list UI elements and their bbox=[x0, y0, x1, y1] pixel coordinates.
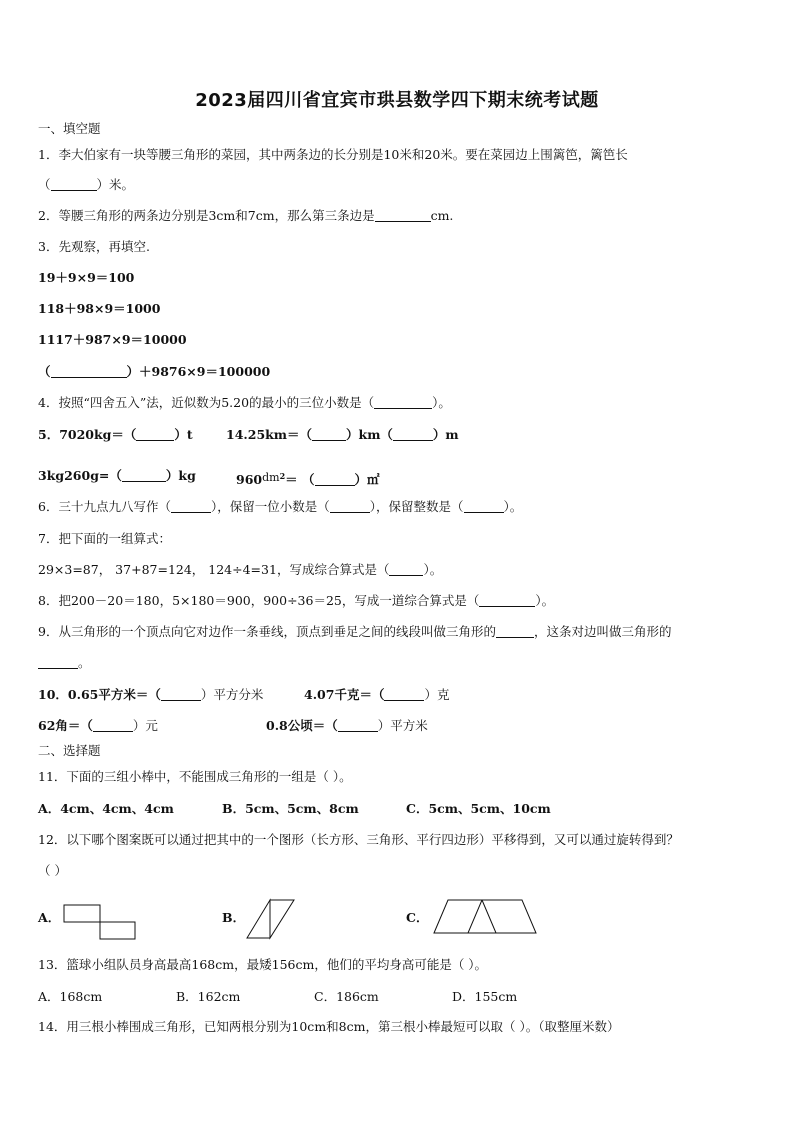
q5-part-a bbox=[38, 426, 193, 444]
q3-paren-open: （ bbox=[38, 364, 51, 379]
q4-text: 4．按照“四舍五入”法，近似数为5.20的最小的三位小数是（ bbox=[38, 395, 375, 410]
question-9 bbox=[38, 623, 671, 641]
question-13: 13．篮球小组队员身高最高168cm，最矮156cm，他们的平均身高可能是（ ）。 bbox=[38, 957, 488, 972]
q10c-unit: ）元 bbox=[132, 718, 158, 733]
q5c-answer-blank[interactable] bbox=[122, 469, 166, 482]
question-1-line-2 bbox=[38, 176, 134, 194]
q6-answer-blank-2[interactable] bbox=[330, 500, 370, 513]
q6-mid-2: ），保留整数是（ bbox=[369, 499, 464, 514]
q13-option-d[interactable]: D．155cm bbox=[452, 989, 518, 1004]
q10c-answer-blank[interactable] bbox=[93, 719, 133, 732]
q10b-text: 4.07千克＝（ bbox=[304, 687, 385, 702]
question-8 bbox=[38, 592, 554, 610]
q9-answer-blank-2[interactable] bbox=[38, 656, 78, 669]
q5c-text: 3kg260g=（ bbox=[38, 468, 122, 483]
q11-option-b[interactable]: B．5cm、5cm、8cm bbox=[222, 801, 359, 816]
question-1-line-1: 1．李大伯家有一块等腰三角形的菜园，其中两条边的长分别是10米和20米。要在菜园边上围篱笆，篱笆长 bbox=[38, 147, 628, 162]
q12-option-b-label[interactable]: B． bbox=[222, 910, 246, 925]
question-3: 3．先观察，再填空. bbox=[38, 239, 150, 254]
q5a-unit: ）t bbox=[174, 427, 193, 442]
q10a-text: 10．0.65平方米＝（ bbox=[38, 687, 161, 702]
q4-answer-blank[interactable] bbox=[374, 396, 432, 409]
q7-paren-close: ）。 bbox=[423, 562, 443, 577]
q8-answer-blank[interactable] bbox=[479, 594, 535, 607]
q6-paren-close: ）。 bbox=[503, 499, 523, 514]
q9-answer-blank-1[interactable] bbox=[496, 625, 534, 638]
q7-answer-blank[interactable] bbox=[389, 563, 423, 576]
question-7: 7．把下面的一组算式： bbox=[38, 531, 171, 546]
q5b-mid: ）km（ bbox=[346, 427, 393, 442]
q12-option-c-figure bbox=[430, 897, 542, 937]
q5-part-c bbox=[38, 467, 196, 485]
q12-option-b-figure bbox=[244, 897, 300, 941]
q9-text-2: ，这条对边叫做三角形的 bbox=[533, 624, 672, 639]
q5b-unit: ）m bbox=[432, 427, 459, 442]
q5d-unit: dm bbox=[262, 471, 280, 485]
q12-paren: （ ） bbox=[38, 863, 67, 878]
q12-option-a-figure bbox=[62, 902, 138, 942]
q12-option-a-label[interactable]: A． bbox=[38, 910, 61, 925]
q6-text: 6．三十九点九八写作（ bbox=[38, 499, 171, 514]
question-4 bbox=[38, 394, 451, 412]
q9-text: 9．从三角形的一个顶点向它对边作一条垂线，顶点到垂足之间的线段叫做三角形的 bbox=[38, 624, 496, 639]
q5c-unit: ）kg bbox=[165, 468, 196, 483]
q10b-answer-blank[interactable] bbox=[384, 688, 424, 701]
q10d-unit: ）平方米 bbox=[377, 718, 428, 733]
q8-text: 8．把200－20＝180，5×180＝900，900÷36＝25，写成一道综合算式是（ bbox=[38, 593, 480, 608]
q10c-text: 62角＝（ bbox=[38, 718, 93, 733]
q2-answer-blank[interactable] bbox=[375, 209, 431, 222]
q3-equation-1: 19＋9×9＝100 bbox=[38, 270, 135, 285]
page-title: 2023届四川省宜宾市珙县数学四下期末统考试题 bbox=[195, 90, 599, 111]
question-14: 14．用三根小棒围成三角形，已知两根分别为10cm和8cm，第三根小棒最短可以取（ ）。（取整厘米数） bbox=[38, 1019, 620, 1034]
q6-answer-blank-3[interactable] bbox=[464, 500, 504, 513]
q5d-number: 960 bbox=[236, 472, 263, 488]
section-multiple-choice: 二、选择题 bbox=[38, 743, 101, 758]
q11-option-a[interactable]: A．4cm、4cm、4cm bbox=[38, 801, 174, 816]
q10-part-b bbox=[304, 686, 449, 704]
q9-line-2 bbox=[38, 654, 91, 672]
q13-option-a[interactable]: A．168cm bbox=[38, 989, 103, 1004]
q10-part-c bbox=[38, 717, 158, 735]
q3-paren-close: ）＋9876×9＝100000 bbox=[126, 364, 271, 379]
q2-unit: cm. bbox=[430, 208, 454, 223]
question-2 bbox=[38, 207, 453, 225]
q10b-unit: ）克 bbox=[424, 687, 450, 702]
q3-answer-blank[interactable] bbox=[51, 365, 127, 378]
q10d-text: 0.8公顷＝（ bbox=[266, 718, 338, 733]
q9-period: 。 bbox=[78, 655, 91, 670]
q5-part-b bbox=[226, 426, 459, 444]
q10a-unit: ）平方分米 bbox=[200, 687, 264, 702]
q5d-exponent: 2 bbox=[279, 471, 286, 481]
q10a-answer-blank[interactable] bbox=[161, 688, 201, 701]
q12-option-c-label[interactable]: C． bbox=[406, 910, 429, 925]
q5a-text: 5．7020kg＝（ bbox=[38, 427, 137, 442]
q3-equation-2: 118＋98×9＝1000 bbox=[38, 301, 161, 316]
q5b-answer-blank-1[interactable] bbox=[312, 428, 346, 441]
q5a-answer-blank[interactable] bbox=[136, 428, 174, 441]
q3-equation-3: 1117＋987×9＝10000 bbox=[38, 332, 187, 347]
q13-option-c[interactable]: C．186cm bbox=[314, 989, 379, 1004]
q1-paren-open: （ bbox=[38, 177, 51, 192]
q6-mid-1: ），保留一位小数是（ bbox=[210, 499, 330, 514]
q1-paren-close: ）米。 bbox=[96, 177, 135, 192]
q3-equation-4 bbox=[38, 363, 270, 381]
section-fill-blank: 一、填空题 bbox=[38, 121, 101, 136]
q5b-answer-blank-2[interactable] bbox=[393, 428, 433, 441]
q10-part-a bbox=[38, 686, 263, 704]
q6-answer-blank-1[interactable] bbox=[171, 500, 211, 513]
question-12: 12．以下哪个图案既可以通过把其中的一个图形（长方形、三角形、平行四边形）平移得到，又可以通过旋转得到？ bbox=[38, 832, 679, 847]
q5-part-d bbox=[236, 467, 380, 489]
question-11: 11．下面的三组小棒中，不能围成三角形的一组是（ ）。 bbox=[38, 769, 352, 784]
q8-paren-close: ）。 bbox=[535, 593, 555, 608]
q5d-unit-2: ）㎡ bbox=[354, 472, 380, 488]
q5b-text: 14.25km＝（ bbox=[226, 427, 313, 442]
q7-equations: 29×3=87， 37+87=124， 124÷4=31，写成综合算式是（ bbox=[38, 562, 390, 577]
q10d-answer-blank[interactable] bbox=[338, 719, 378, 732]
q5d-mid: ＝ （ bbox=[285, 472, 315, 488]
q10-part-d bbox=[266, 717, 428, 735]
q7-line-2 bbox=[38, 561, 442, 579]
q13-option-b[interactable]: B．162cm bbox=[176, 989, 241, 1004]
q5d-answer-blank[interactable] bbox=[315, 473, 355, 486]
q1-answer-blank[interactable] bbox=[51, 178, 97, 191]
q11-option-c[interactable]: C．5cm、5cm、10cm bbox=[406, 801, 551, 816]
q2-text: 2．等腰三角形的两条边分别是3cm和7cm，那么第三条边是 bbox=[38, 208, 375, 223]
q4-paren-close: ）。 bbox=[432, 395, 451, 410]
question-6 bbox=[38, 498, 522, 516]
